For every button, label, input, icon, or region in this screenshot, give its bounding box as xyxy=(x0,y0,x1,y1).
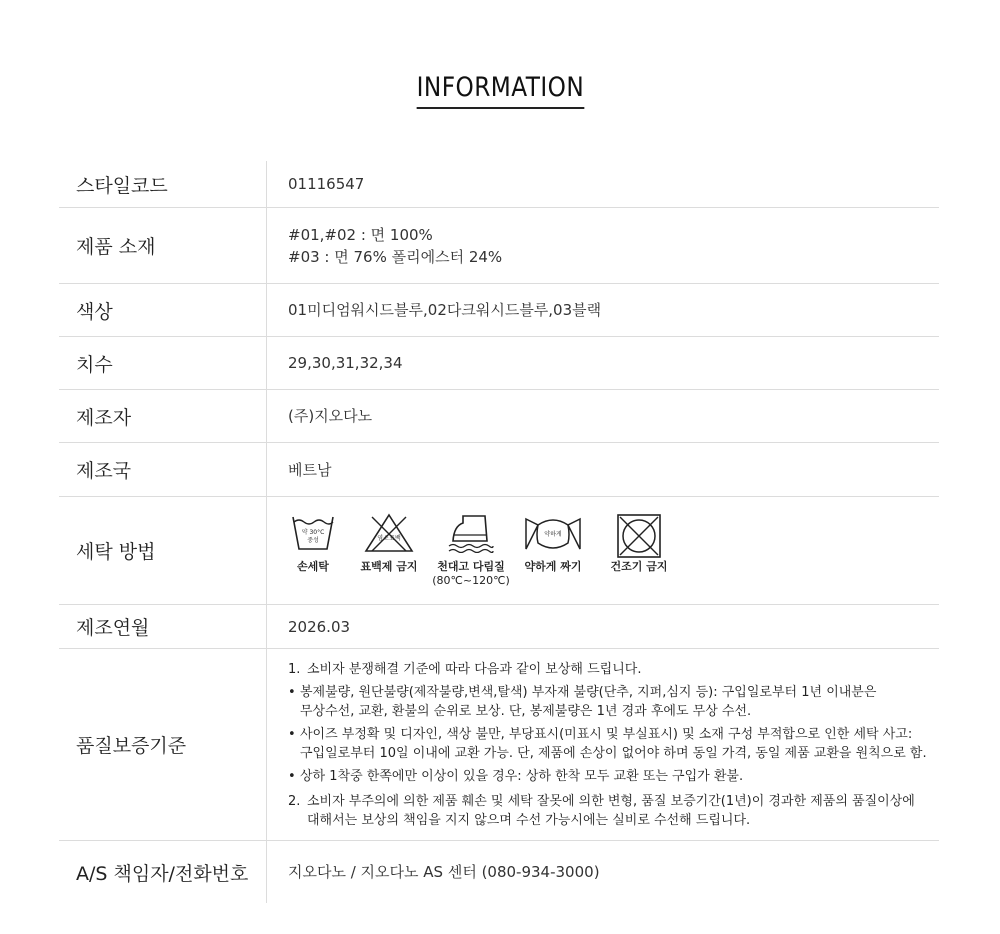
value-material xyxy=(288,208,939,283)
gentle-wring-text: 약하게 xyxy=(544,531,562,538)
label-material: 제품 소재 xyxy=(59,208,267,283)
row-country xyxy=(59,443,939,497)
wash-item-hand-wash xyxy=(288,513,338,574)
quality-item-2-line-1: 소비자 부주의에 의한 제품 훼손 및 세탁 잘못에 의한 변형, 품질 보증기간(1년)이 경과한 제품의 품질이상에 xyxy=(307,793,915,809)
label-country: 제조국 xyxy=(59,443,267,496)
iron-temp-range: (80℃~120℃) xyxy=(432,574,510,587)
row-as xyxy=(59,841,939,903)
value-as: 지오다노 / 지오다노 AS 센터 (080-934-3000) xyxy=(288,863,600,881)
wash-item-no-dryer xyxy=(606,513,672,574)
value-date: 2026.03 xyxy=(288,617,351,636)
quality-bullet-2 xyxy=(288,725,939,763)
no-bleach-text-2: 표백 xyxy=(389,535,401,542)
label-date: 제조연월 xyxy=(59,605,267,648)
label-quality: 품질보증기준 xyxy=(59,649,267,840)
wash-item-no-bleach xyxy=(358,513,420,574)
row-date xyxy=(59,605,939,649)
wash-item-gentle-wring xyxy=(520,513,586,574)
quality-bullet-1-line-1: 봉제불량, 원단불량(제작불량,변색,탈색) 부자재 불량(단추, 지퍼,심지 등): 구입일로부터 1년 이내분은 xyxy=(300,684,877,700)
row-maker xyxy=(59,390,939,443)
iron-cloth-icon xyxy=(447,513,495,553)
no-bleach-caption: 표백제 금지 xyxy=(360,560,418,573)
gentle-wring-icon xyxy=(524,513,582,553)
no-tumble-dry-icon xyxy=(616,513,662,559)
row-washing xyxy=(59,497,939,605)
label-maker: 제조자 xyxy=(59,390,267,442)
quality-bullet-1 xyxy=(288,683,939,721)
label-size: 치수 xyxy=(59,337,267,389)
no-dryer-caption: 건조기 금지 xyxy=(610,560,668,573)
row-style-code xyxy=(59,161,939,208)
quality-item-2 xyxy=(288,792,939,830)
quality-item-1-text: 소비자 분쟁해결 기준에 따라 다음과 같이 보상해 드립니다. xyxy=(307,661,642,677)
info-table xyxy=(59,161,939,903)
label-washing: 세탁 방법 xyxy=(59,497,267,604)
value-country: 베트남 xyxy=(288,460,332,479)
quality-item-1 xyxy=(288,660,939,679)
quality-item-1-num: 1. xyxy=(288,661,301,677)
label-style-code: 스타일코드 xyxy=(59,161,267,207)
hand-wash-icon xyxy=(290,513,336,553)
bullet-dot: • xyxy=(288,726,296,742)
quality-bullet-3-line-1: 상하 1착중 한쪽에만 이상이 있을 경우: 상하 한착 모두 교환 또는 구입가 환불. xyxy=(300,768,744,784)
wash-item-iron xyxy=(432,513,510,588)
value-style-code: 01116547 xyxy=(288,175,365,193)
row-material xyxy=(59,208,939,284)
page-title-wrap xyxy=(0,72,1000,109)
value-color: 01미디엄워시드블루,02다크워시드블루,03블랙 xyxy=(288,301,602,319)
label-color: 색상 xyxy=(59,284,267,336)
bullet-dot: • xyxy=(288,768,296,784)
material-line-2: #03 : 면 76% 폴리에스터 24% xyxy=(288,247,503,266)
bullet-dot: • xyxy=(288,684,296,700)
page-title: INFORMATION xyxy=(416,72,584,109)
value-size: 29,30,31,32,34 xyxy=(288,354,403,372)
quality-item-2-line-2: 대해서는 보상의 책임을 지지 않으며 수선 가능시에는 실비로 수선해 드립니다. xyxy=(307,812,751,828)
value-quality xyxy=(288,649,939,840)
quality-item-2-num: 2. xyxy=(288,793,301,809)
quality-bullet-1-line-2: 무상수선, 교환, 환불의 순위로 보상. 단, 봉제불량은 1년 경과 후에도 무상 수선. xyxy=(300,703,752,719)
value-maker: (주)지오다노 xyxy=(288,407,373,425)
label-as: A/S 책임자/전화번호 xyxy=(59,841,267,903)
iron-caption: 천대고 다림질 xyxy=(437,560,505,573)
row-color xyxy=(59,284,939,337)
quality-bullet-3 xyxy=(288,767,939,786)
hand-wash-temp: 약 30°C xyxy=(301,529,325,536)
material-line-1: #01,#02 : 면 100% xyxy=(288,225,433,244)
row-quality xyxy=(59,649,939,841)
no-bleach-icon xyxy=(364,513,414,553)
quality-bullet-2-line-2: 구입일로부터 10일 이내에 교환 가능. 단, 제품에 손상이 없어야 하며 동일 가격, 동일 제품 교환을 원칙으로 함. xyxy=(300,745,927,761)
washing-icons xyxy=(288,497,939,604)
quality-bullet-2-line-1: 사이즈 부정확 및 디자인, 색상 불만, 부당표시(미표시 및 부실표시) 및 소재 구성 부적합으로 인한 세탁 사고: xyxy=(300,726,913,742)
row-size xyxy=(59,337,939,390)
gentle-wring-caption: 약하게 짜기 xyxy=(524,560,582,573)
hand-wash-caption: 손세탁 xyxy=(297,560,329,573)
no-bleach-text-1: 염소 xyxy=(377,535,389,542)
hand-wash-neutral: 중성 xyxy=(307,537,319,544)
